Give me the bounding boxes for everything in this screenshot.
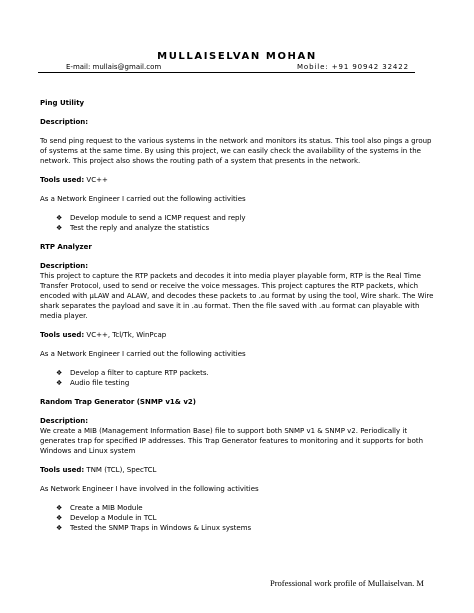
project-ping-utility xyxy=(40,98,434,233)
project-description: We create a MIB (Management Information Base) file to support both SNMP v1 & SNMP v2. Periodically it generates trap for specified IP addresses. This Trap Generator features to monitoring and it supports for both Windows and Linux system xyxy=(40,427,424,455)
contact-line xyxy=(66,63,409,72)
activity-text: Develop module to send a ICMP request and reply xyxy=(70,214,246,222)
tools-used xyxy=(40,465,434,475)
activity-item xyxy=(56,378,434,388)
role-statement: As a Network Engineer I carried out the following activities xyxy=(40,195,246,203)
tools-value: TNM (TCL), SpecTCL xyxy=(84,466,157,474)
activity-item xyxy=(56,503,434,513)
tools-value: VC++, Tcl/Tk, WinPcap xyxy=(84,331,167,339)
email-text: E-mail: mullais@gmail.com xyxy=(66,63,162,71)
activity-item xyxy=(56,368,434,378)
role-statement: As Network Engineer I have involved in the following activities xyxy=(40,485,259,493)
description-label: Description: xyxy=(40,118,89,126)
project-title: Random Trap Generator (SNMP v1& v2) xyxy=(40,398,196,406)
diamond-bullet-icon: ❖ xyxy=(56,369,63,377)
diamond-bullet-icon: ❖ xyxy=(56,524,63,532)
activity-list xyxy=(40,213,434,233)
project-title: RTP Analyzer xyxy=(40,243,92,251)
activity-text: Develop a Module in TCL xyxy=(70,514,157,522)
header-divider xyxy=(38,72,415,73)
page-footer: Professional work profile of Mullaiselvan. M xyxy=(270,578,424,588)
candidate-name: MULLAISELVAN MOHAN xyxy=(157,51,317,62)
diamond-bullet-icon: ❖ xyxy=(56,224,63,232)
project-description: This project to capture the RTP packets and decodes it into media player playable form, RTP is the Real Time Transfer Protocol, used to send or receive the voice messages. This project captures the RTP packets, which encoded with µLAW and ALAW, and decodes these packets to .au format by using the tool, Wire shark. The Wire shark separates the payload and save it in .au format. Then the file saved with .au format can playable with media player. xyxy=(40,272,434,320)
activity-text: Tested the SNMP Traps in Windows & Linux systems xyxy=(70,524,252,532)
tools-label: Tools used: xyxy=(40,466,85,474)
diamond-bullet-icon: ❖ xyxy=(56,504,63,512)
activity-item xyxy=(56,223,434,233)
project-rtp-analyzer xyxy=(40,242,434,388)
activity-text: Develop a filter to capture RTP packets. xyxy=(70,369,209,377)
project-title: Ping Utility xyxy=(40,99,85,107)
activity-list xyxy=(40,503,434,533)
description-label: Description: xyxy=(40,417,89,425)
description-label: Description: xyxy=(40,262,89,270)
activity-text: Audio file testing xyxy=(70,379,130,387)
activity-list xyxy=(40,368,434,388)
activity-item xyxy=(56,513,434,523)
tools-used xyxy=(40,330,434,340)
tools-label: Tools used: xyxy=(40,176,85,184)
mobile-text: Mobile: +91 90942 32422 xyxy=(296,63,409,71)
activity-text: Create a MIB Module xyxy=(70,504,143,512)
activity-item xyxy=(56,213,434,223)
diamond-bullet-icon: ❖ xyxy=(56,379,63,387)
tools-used xyxy=(40,175,434,185)
tools-label: Tools used: xyxy=(40,331,85,339)
diamond-bullet-icon: ❖ xyxy=(56,214,63,222)
diamond-bullet-icon: ❖ xyxy=(56,514,63,522)
activity-text: Test the reply and analyze the statistics xyxy=(70,224,210,232)
activity-item xyxy=(56,523,434,533)
projects-content xyxy=(40,98,434,533)
tools-value: VC++ xyxy=(84,176,108,184)
role-statement: As a Network Engineer I carried out the following activities xyxy=(40,350,246,358)
project-description: To send ping request to the various systems in the network and monitors its status. This tool also pings a group of systems at the same time. By using this project, we can easily check the availability of the systems in the network. This project also shows the routing path of a system that presents in the network. xyxy=(40,137,432,165)
project-random-trap-generator xyxy=(40,397,434,533)
